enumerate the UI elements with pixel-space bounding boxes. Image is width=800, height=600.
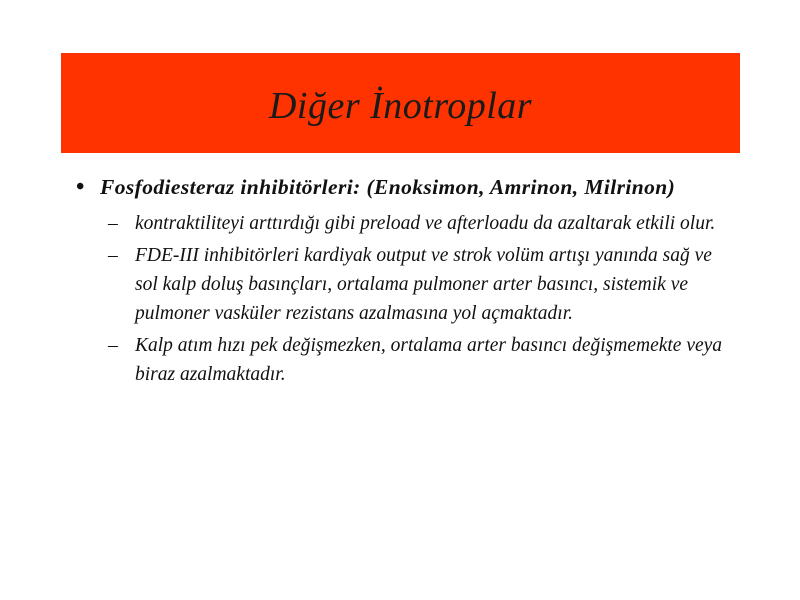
sub-bullet-text: FDE-III inhibitörleri kardiyak output ve strok volüm artışı yanında sağ ve sol kalp doluş basınçları, ortalama pulmoner arter basıncı, sistemik ve pulmoner vasküler rezistans azalmasına yol açmaktadır.: [135, 245, 712, 324]
dash-marker: –: [108, 213, 118, 234]
slide-title: Diğer İnotroplar: [268, 85, 533, 127]
sub-bullet-list: [74, 209, 734, 389]
bullet-marker: •: [76, 174, 85, 200]
dash-marker: –: [108, 245, 118, 266]
sub-bullet: [108, 209, 734, 238]
sub-bullet-text: Kalp atım hızı pek değişmezken, ortalama arter basıncı değişmemekte veya biraz azalmaktadır.: [135, 335, 723, 385]
dash-marker: –: [108, 335, 118, 356]
main-bullet-text: Fosfodiesteraz inhibitörleri: (Enoksimon, Amrinon, Milrinon): [100, 175, 676, 199]
main-bullet: [74, 172, 734, 203]
sub-bullet-text: kontraktiliteyi arttırdığı gibi preload ve afterloadu da azaltarak etkili olur.: [135, 213, 716, 234]
slide-content: [74, 172, 734, 392]
sub-bullet: [108, 241, 734, 328]
title-bar: [61, 53, 740, 153]
sub-bullet: [108, 331, 734, 389]
